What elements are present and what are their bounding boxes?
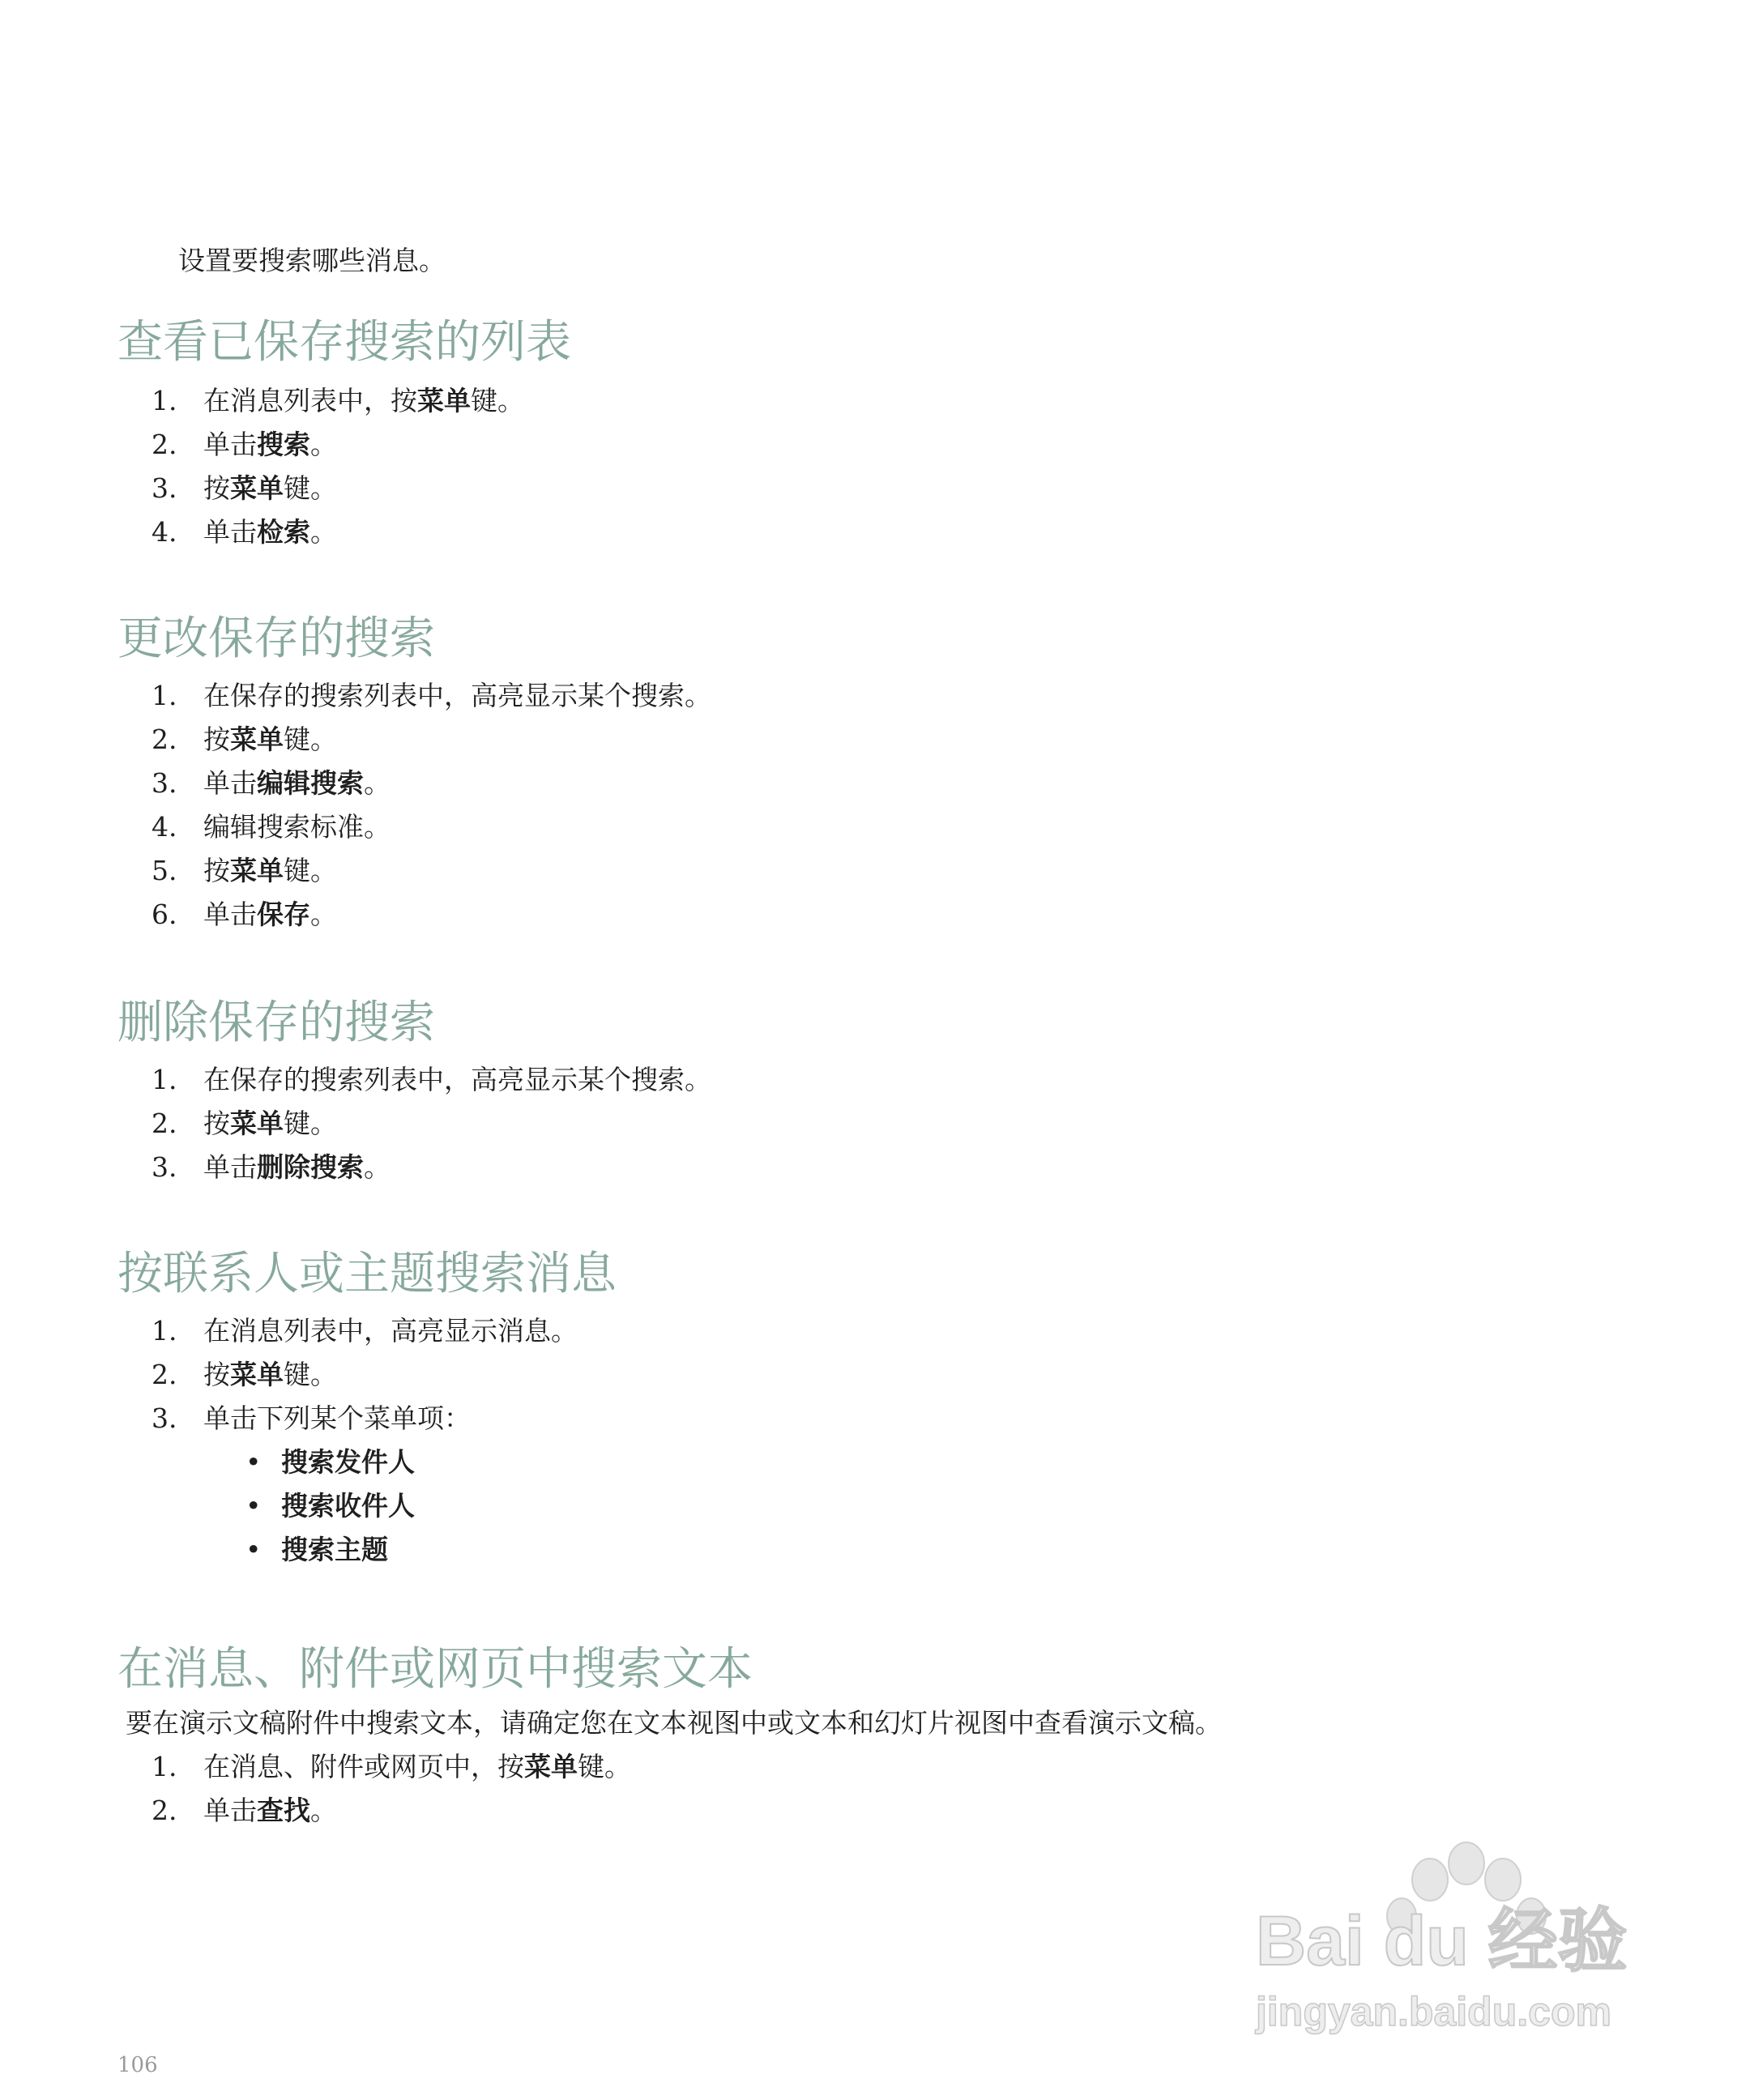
step-item xyxy=(117,1146,1657,1189)
step-number: 1. xyxy=(152,1315,177,1347)
step-bold-text: 菜单 xyxy=(230,1359,284,1390)
bullet-text: 搜索发件人 xyxy=(281,1446,415,1478)
step-text-end: 键。 xyxy=(284,472,337,504)
step-text: 单击 xyxy=(203,1151,257,1183)
step-item xyxy=(117,467,1657,510)
step-number: 2. xyxy=(152,1795,177,1826)
step-number: 3. xyxy=(152,767,177,799)
step-text: 单击 xyxy=(203,429,257,460)
step-text-end: 。 xyxy=(364,767,391,799)
step-text: 在消息、附件或网页中，按 xyxy=(203,1751,524,1782)
step-item xyxy=(117,674,1657,718)
step-text-end: 键。 xyxy=(284,1108,337,1139)
step-text: 在消息列表中，高亮显示消息。 xyxy=(203,1315,578,1347)
step-item xyxy=(117,510,1657,554)
bullet-item xyxy=(117,1528,1657,1572)
step-bold-text: 编辑搜索 xyxy=(257,767,364,799)
steps-list xyxy=(117,674,1657,937)
step-text: 单击 xyxy=(203,898,257,930)
step-text-end: 键。 xyxy=(284,1359,337,1390)
bullet-text: 搜索收件人 xyxy=(281,1490,415,1522)
step-item xyxy=(117,1309,1657,1353)
step-item xyxy=(117,762,1657,805)
step-text-end: 键。 xyxy=(284,855,337,886)
section-heading: 查看已保存搜索的列表 xyxy=(117,316,571,369)
section-heading: 删除保存的搜索 xyxy=(117,997,435,1049)
step-number: 3. xyxy=(152,472,177,504)
step-item xyxy=(117,1745,1657,1789)
step-item xyxy=(117,1058,1657,1102)
step-bold-text: 菜单 xyxy=(230,855,284,886)
step-bold-text: 菜单 xyxy=(524,1751,578,1782)
bullet-dot-icon: • xyxy=(245,1446,262,1478)
menu-item-bullets xyxy=(117,1441,1657,1572)
step-text-end: 。 xyxy=(310,898,337,930)
section-search-text xyxy=(117,1641,1657,1833)
step-text-end: 。 xyxy=(310,1795,337,1826)
step-item xyxy=(117,718,1657,762)
step-text: 按 xyxy=(203,723,230,755)
step-number: 3. xyxy=(152,1151,177,1183)
step-number: 4. xyxy=(152,811,177,843)
watermark-url: jingyan.baidu.com xyxy=(1256,1989,1611,2034)
step-number: 1. xyxy=(152,1064,177,1095)
step-text: 单击 xyxy=(203,1795,257,1826)
step-text-end: 。 xyxy=(364,1151,391,1183)
step-number: 2. xyxy=(152,723,177,755)
baidu-jingyan-watermark xyxy=(1248,1831,1669,2042)
step-item xyxy=(117,1789,1657,1833)
step-item xyxy=(117,805,1657,849)
section-search-by-contact-or-subject xyxy=(117,1246,1657,1572)
step-bold-text: 查找 xyxy=(257,1795,310,1826)
step-number: 2. xyxy=(152,1108,177,1139)
step-item xyxy=(117,379,1657,423)
step-number: 2. xyxy=(152,1359,177,1390)
steps-list xyxy=(117,379,1657,554)
step-bold-text: 菜单 xyxy=(417,385,471,416)
step-bold-text: 搜索 xyxy=(257,429,310,460)
step-item xyxy=(117,1353,1657,1397)
step-text-end: 。 xyxy=(310,516,337,548)
step-bold-text: 菜单 xyxy=(230,723,284,755)
step-number: 1. xyxy=(152,1751,177,1782)
step-item xyxy=(117,1102,1657,1146)
step-number: 3. xyxy=(152,1402,177,1434)
step-number: 2. xyxy=(152,429,177,460)
steps-list xyxy=(117,1058,1657,1189)
step-number: 6. xyxy=(152,898,177,930)
step-bold-text: 保存 xyxy=(257,898,310,930)
section-heading: 按联系人或主题搜索消息 xyxy=(117,1248,617,1300)
step-bold-text: 检索 xyxy=(257,516,310,548)
step-text: 单击 xyxy=(203,767,257,799)
step-text: 按 xyxy=(203,855,230,886)
step-number: 1. xyxy=(152,680,177,711)
intro-text: 设置要搜索哪些消息。 xyxy=(178,245,446,276)
step-item xyxy=(117,1397,1657,1441)
section-heading: 在消息、附件或网页中搜索文本 xyxy=(117,1643,753,1696)
step-bold-text: 菜单 xyxy=(230,472,284,504)
step-text: 按 xyxy=(203,1359,230,1390)
step-text: 在保存的搜索列表中，高亮显示某个搜索。 xyxy=(203,1064,711,1095)
step-number: 4. xyxy=(152,516,177,548)
steps-list xyxy=(117,1745,1657,1833)
step-text: 在保存的搜索列表中，高亮显示某个搜索。 xyxy=(203,680,711,711)
step-item xyxy=(117,893,1657,937)
step-item xyxy=(117,849,1657,893)
step-text: 按 xyxy=(203,472,230,504)
step-text-end: 键。 xyxy=(471,385,524,416)
step-item xyxy=(117,423,1657,467)
step-text: 在消息列表中，按 xyxy=(203,385,417,416)
step-number: 1. xyxy=(152,385,177,416)
section-lead-text: 要在演示文稿附件中搜索文本，请确定您在文本视图中或文本和幻灯片视图中查看演示文稿。 xyxy=(126,1707,1222,1739)
bullet-dot-icon: • xyxy=(245,1534,262,1565)
step-number: 5. xyxy=(152,855,177,886)
step-text: 按 xyxy=(203,1108,230,1139)
section-delete-saved-search xyxy=(117,995,1657,1189)
section-view-saved-searches xyxy=(117,314,1657,554)
steps-list xyxy=(117,1309,1657,1441)
watermark-brand: Bai du 经验 xyxy=(1256,1902,1628,1980)
bullet-item xyxy=(117,1441,1657,1484)
step-text: 单击 xyxy=(203,516,257,548)
section-change-saved-search xyxy=(117,611,1657,937)
bullet-text: 搜索主题 xyxy=(281,1534,388,1565)
step-text-end: 键。 xyxy=(284,723,337,755)
step-bold-text: 菜单 xyxy=(230,1108,284,1139)
bullet-item xyxy=(117,1484,1657,1528)
step-text: 编辑搜索标准。 xyxy=(203,811,391,843)
page-number: 106 xyxy=(117,2053,158,2077)
step-text-end: 。 xyxy=(310,429,337,460)
step-bold-text: 删除搜索 xyxy=(257,1151,364,1183)
step-text: 单击下列某个菜单项： xyxy=(203,1402,471,1434)
step-text-end: 键。 xyxy=(578,1751,631,1782)
bullet-dot-icon: • xyxy=(245,1490,262,1522)
section-heading: 更改保存的搜索 xyxy=(117,612,435,665)
